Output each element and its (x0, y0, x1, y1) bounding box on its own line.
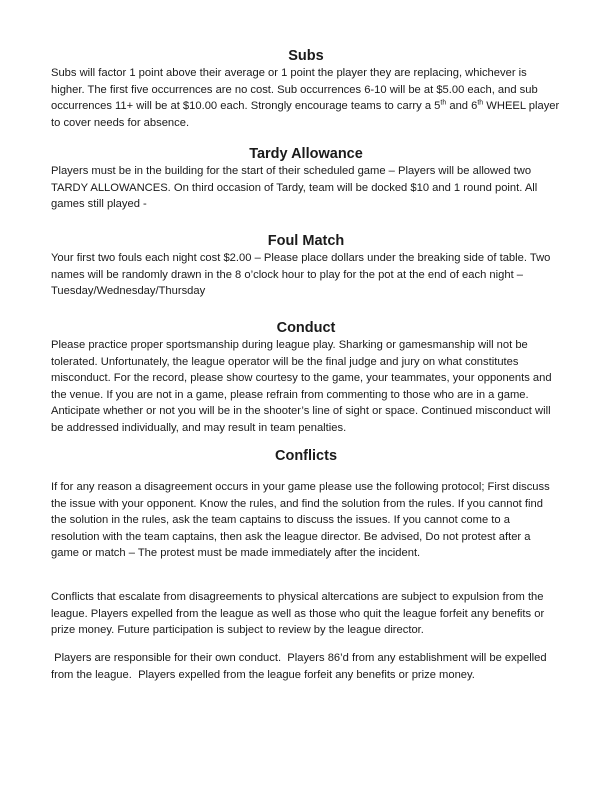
conflicts-heading: Conflicts (274, 448, 338, 464)
conflicts-paragraph-3: Players are responsible for their own conduct. Players 86’d from any establishment will be expelled from the league. Players expelled from the league forfeit any benefits or prize money. (51, 652, 550, 681)
subs-text-c: WHEEL player to cover needs for absence. (51, 100, 560, 129)
conflicts-paragraph-2: Conflicts that escalate from disagreements to physical altercations are subject to expulsion from the league. Players expelled from the league as well as those who quit the league forfeit any benefits or prize money. Future participation is subject to review by the league director. (51, 591, 545, 636)
subs-sup-a: th (440, 99, 447, 107)
subs-paragraph (51, 65, 561, 131)
conduct-heading: Conduct (276, 320, 336, 336)
foul-paragraph: Your first two fouls each night cost $2.00 – Please place dollars under the breaking side of table. Two names will be randomly drawn in the 8 o’clock hour to play for the pot at the end of each night – Tuesday/Wednesday/Thursday (51, 252, 551, 297)
subs-sup-b: th (477, 99, 484, 107)
subs-text-b: and 6 (446, 100, 478, 112)
subs-text-a: Subs will factor 1 point above their average or 1 point the player they are replacing, whichever is higher. The first five occurrences are no cost. Sub occurrences 6-10 will be at $5.00 each, and sub occurrences 11+ will be at $10.00 each. Strongly encourage teams to carry a 5 (51, 67, 538, 112)
conflicts-paragraph-1: If for any reason a disagreement occurs in your game please use the following protocol; First discuss the issue with your opponent. Know the rules, and find the solution from the rules. If you cannot find the solution in the rules, ask the team captains to discuss the issues. If you cannot come to a resolution with the team captains, then ask the league director. Be advised, Do not protest after a game or match – The protest must be made immediately after the incident. (51, 481, 550, 559)
foul-heading: Foul Match (267, 233, 345, 249)
tardy-heading: Tardy Allowance (249, 146, 363, 162)
subs-heading: Subs (288, 48, 324, 64)
conduct-paragraph: Please practice proper sportsmanship during league play. Sharking or gamesmanship will not be tolerated. Unfortunately, the league operator will be the final judge and jury on what constitutes misconduct. For the record, please show courtesy to the game, your teammates, your opponents and the venue. If you are not in a game, please refrain from commenting to those who are in a game. Anticipate whether or not you will be in the shooter’s line of sight or space. Continued misconduct will be addressed individually, and may result in team penalties. (51, 339, 552, 434)
tardy-paragraph: Players must be in the building for the start of their scheduled game – Players will be allowed two TARDY ALLOWANCES. On third occasion of Tardy, team will be docked $10 and 1 round point. All games still played - (51, 165, 538, 210)
